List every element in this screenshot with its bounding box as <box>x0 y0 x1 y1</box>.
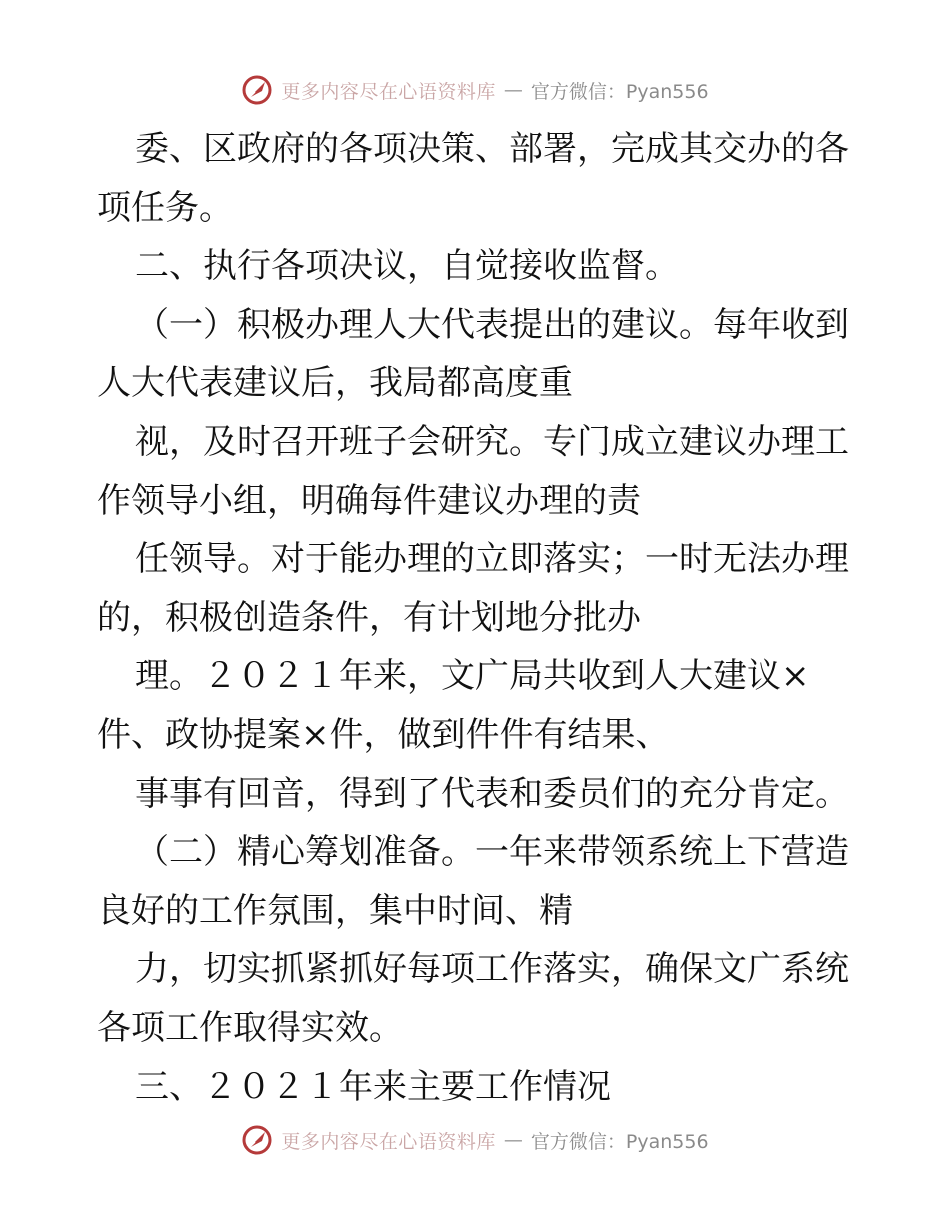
text-line: 任领导。对于能办理的立即落实；一时无法办理 <box>135 539 849 580</box>
watermark-separator: — <box>503 1129 523 1151</box>
text-line: 人大代表建议后，我局都高度重 <box>97 363 573 404</box>
text-line: 力，切实抓紧抓好每项工作落实，确保文广系统 <box>135 949 849 990</box>
section-heading: 二、执行各项决议，自觉接收监督。 <box>135 246 679 287</box>
text-line: 委、区政府的各项决策、部署，完成其交办的各 <box>135 129 849 169</box>
text-line: 视，及时召开班子会研究。专门成立建议办理工 <box>135 421 849 462</box>
header-watermark <box>0 70 950 110</box>
quill-logo-icon <box>241 1124 273 1156</box>
quill-logo-icon <box>241 74 273 106</box>
text-line: 作领导小组，明确每件建议办理的责 <box>97 480 641 521</box>
text-line: （二）精心筹划准备。一年来带领系统上下营造 <box>135 832 849 873</box>
text-line: 各项工作取得实效。 <box>97 1007 403 1048</box>
text-line: 理。２０２１年来，文广局共收到人大建议× <box>135 656 810 697</box>
text-line: （一）积极办理人大代表提出的建议。每年收到 <box>135 304 849 345</box>
text-line: 事事有回音，得到了代表和委员们的充分肯定。 <box>135 773 849 814</box>
text-line: 的，积极创造条件，有计划地分批办 <box>97 597 641 638</box>
text-line: 项任务。 <box>97 187 233 228</box>
document-body <box>97 120 857 1116</box>
watermark-wechat: 官方微信：Pyan556 <box>530 80 709 103</box>
text-line: 良好的工作氛围，集中时间、精 <box>97 890 573 931</box>
watermark-brand: 更多内容尽在心语资料库 <box>281 1130 496 1153</box>
watermark-separator: — <box>503 79 523 101</box>
section-heading: 三、２０２１年来主要工作情况 <box>135 1066 611 1107</box>
text-line: 件、政协提案×件，做到件件有结果、 <box>97 714 670 755</box>
footer-watermark <box>0 1120 950 1160</box>
watermark-brand: 更多内容尽在心语资料库 <box>281 80 496 103</box>
watermark-wechat: 官方微信：Pyan556 <box>530 1130 709 1153</box>
